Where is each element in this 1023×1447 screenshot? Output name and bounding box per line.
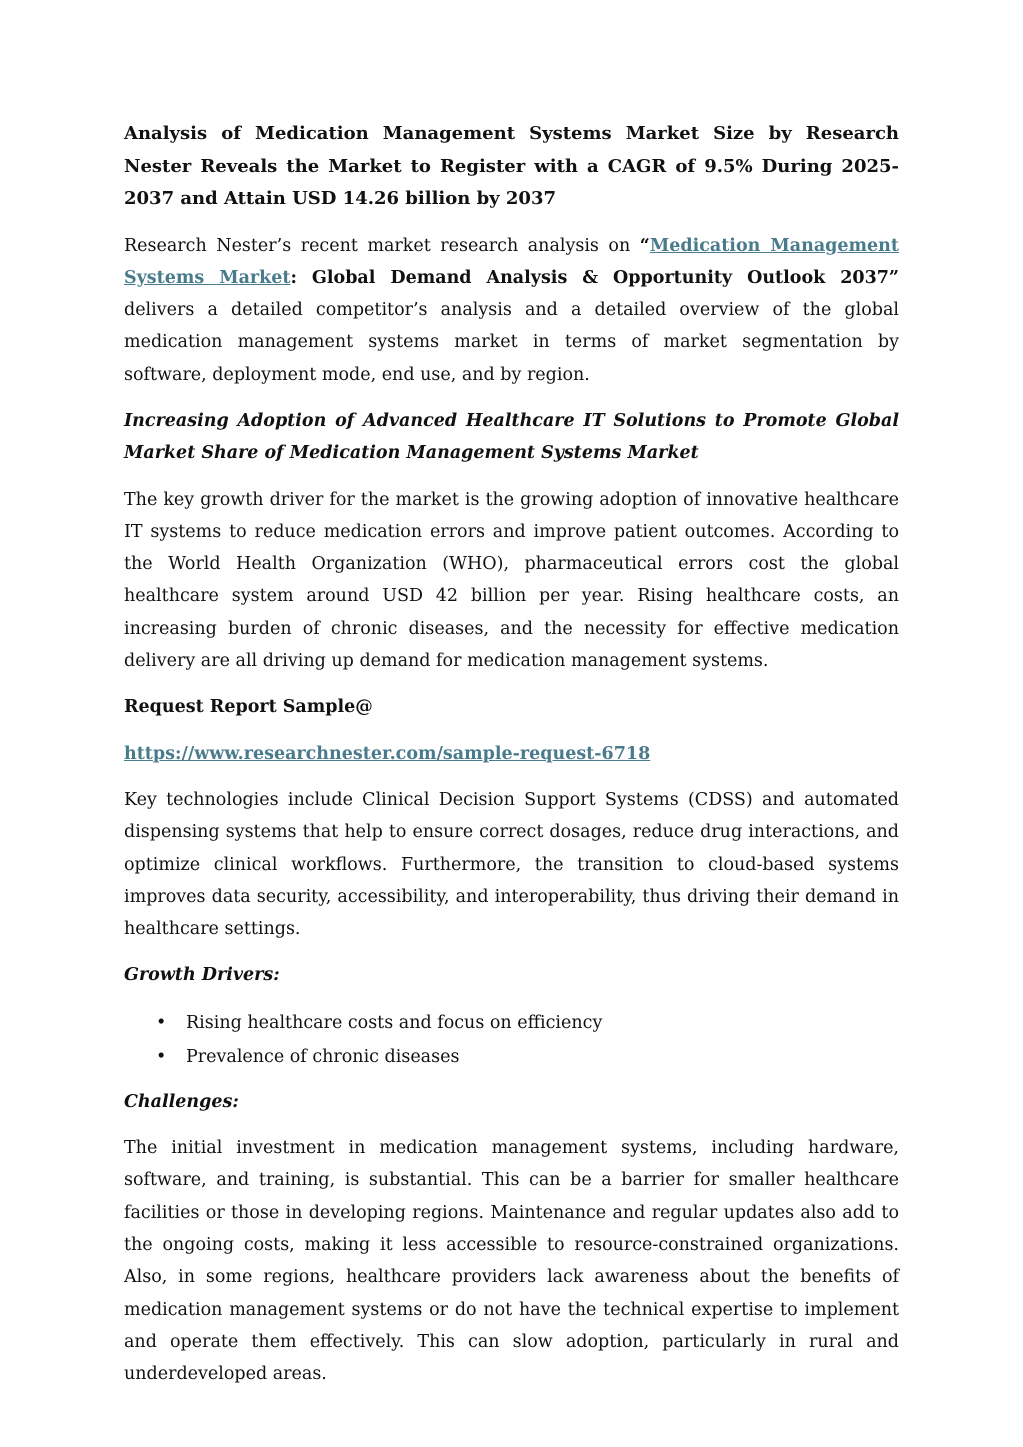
- bullet-icon: •: [156, 1012, 167, 1033]
- section-heading-adoption: Increasing Adoption of Advanced Healthcare IT Solutions to Promote Global Market Share of Medication Management Systems Market: [124, 410, 899, 464]
- list-item-text: Prevalence of chronic diseases: [186, 1046, 460, 1067]
- intro-rest: delivers a detailed competitor’s analysis and a detailed overview of the global medication management systems market in terms of market segmentation by software, deployment mode, end use, and by region.: [124, 300, 899, 385]
- challenges-heading: Challenges:: [124, 1091, 239, 1112]
- document-title: Analysis of Medication Management Systems Market Size by Research Nester Reveals the Market to Register with a CAGR of 9.5% During 2025-2037 and Attain USD 14.26 billion by 2037: [124, 123, 899, 209]
- intro-paragraph: [124, 230, 899, 391]
- growth-driver-paragraph: The key growth driver for the market is the growing adoption of innovative healthcare IT systems to reduce medication errors and improve patient outcomes. According to the World Health Organization (WHO), pharmaceutical errors cost the global healthcare system around USD 42 billion per year. Rising healthcare costs, an increasing burden of chronic diseases, and the necessity for effective medication delivery are all driving up demand for medication management systems.: [124, 489, 899, 672]
- intro-open-quote: “: [639, 235, 650, 256]
- growth-drivers-heading: Growth Drivers:: [124, 965, 280, 986]
- market-report-link[interactable]: Medication Management Systems Market: [124, 235, 899, 288]
- request-sample-label: Request Report Sample@: [124, 697, 373, 718]
- growth-drivers-list: [124, 1006, 899, 1074]
- sample-url-row: [124, 738, 899, 770]
- list-item-text: Rising healthcare costs and focus on efficiency: [186, 1012, 603, 1033]
- bullet-icon: •: [156, 1046, 167, 1067]
- list-item: [124, 1040, 899, 1074]
- technologies-paragraph: Key technologies include Clinical Decision Support Systems (CDSS) and automated dispensing systems that help to ensure correct dosages, reduce drug interactions, and optimize clinical workflows. Furthermore, the transition to cloud-based systems improves data security, accessibility, and interoperability, thus driving their demand in healthcare settings.: [124, 789, 899, 940]
- sample-request-link[interactable]: https://www.researchnester.com/sample-request-6718: [124, 743, 651, 764]
- report-title-bold: : Global Demand Analysis & Opportunity Outlook 2037”: [290, 267, 899, 288]
- intro-lead: Research Nester’s recent market research analysis on: [124, 235, 640, 256]
- list-item: [124, 1006, 899, 1040]
- challenges-paragraph: The initial investment in medication management systems, including hardware, software, and training, is substantial. This can be a barrier for smaller healthcare facilities or those in developing regions. Maintenance and regular updates also add to the ongoing costs, making it less accessible to resource-constrained organizations. Also, in some regions, healthcare providers lack awareness about the benefits of medication management systems or do not have the technical expertise to implement and operate them effectively. This can slow adoption, particularly in rural and underdeveloped areas.: [124, 1138, 899, 1385]
- document-page: [124, 118, 899, 1404]
